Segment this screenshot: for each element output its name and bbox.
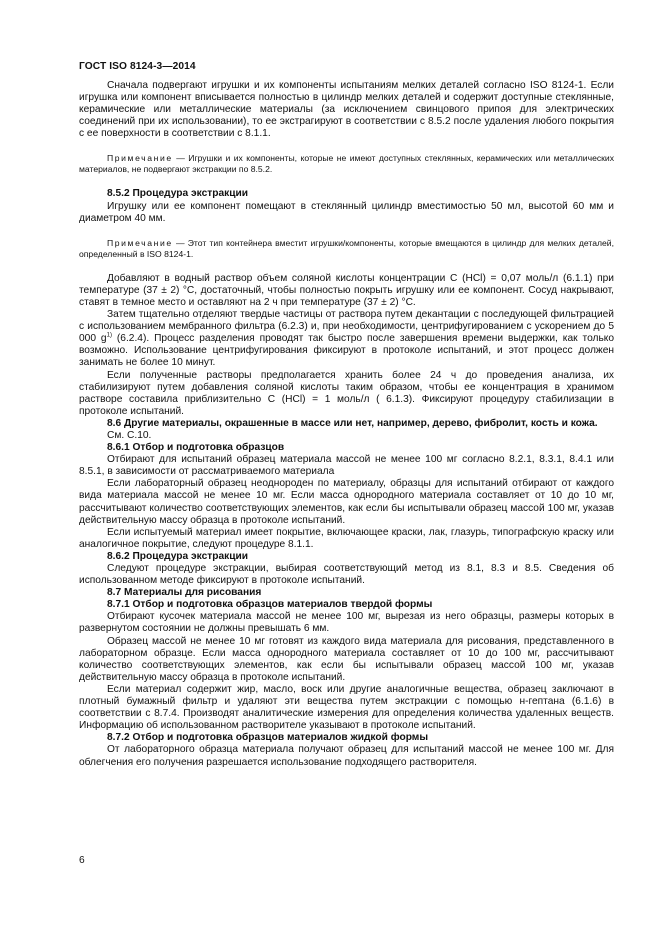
paragraph: Отбирают для испытаний образец материала массой не менее 100 мг согласно 8.2.1, 8.3.1, 8.4.1 или 8.5.1, в зависимости от рассматриваемого материала (79, 454, 614, 478)
paragraph: Если материал содержит жир, масло, воск или другие аналогичные вещества, образец заключают в плотный бумажный фильтр и удаляют эти вещества путем экстракции с помощью н-гептана (6.1.6) в соответствии с 8.7.4. Производят аналитические измерения для определения количества удаленных веществ. Информацию об использованном растворителе указывают в протоколе испытаний. (79, 683, 614, 732)
section-heading: 8.5.2 Процедура экстракции (107, 188, 249, 200)
paragraph: Добавляют в водный раствор объем соляной кислоты концентрации C (HCl) = 0,07 моль/л (6.1.1) при температуре (37 ± 2) °С, достаточный, чтобы полностью покрыть игрушку или ее компонент. Сосуд накрывают, ставят в темное место и оставляют на 2 ч при температуре (37 ± 2) °С. (79, 272, 614, 308)
note-text: — Игрушки и их компоненты, которые не имеют доступных стеклянных, керамических или металлических материалов, не подвергают экстракции по 8.5.2. (79, 153, 615, 175)
page-number: 6 (79, 855, 85, 866)
paragraph: От лабораторного образца материала получают образец для испытаний массой не менее 100 мг. Для облегчения его получения разрешается использование подходящего растворителя. (79, 744, 614, 768)
paragraph: Если испытуемый материал имеет покрытие, включающее краски, лак, глазурь, типографскую краску или аналогичное покрытие, следуют процедуре 8.1.1. (79, 526, 614, 550)
section-heading: 8.7.2 Отбор и подготовка образцов материалов жидкой формы (107, 732, 429, 744)
section-heading: 8.7.1 Отбор и подготовка образцов материалов твердой формы (107, 599, 433, 611)
paragraph: Игрушку или ее компонент помещают в стеклянный цилиндр вместимостью 50 мл, высотой 60 мм и диаметром 40 мм. (79, 200, 614, 224)
document-body (79, 80, 614, 769)
document-header: ГОСТ ISO 8124-3—2014 (79, 61, 196, 72)
paragraph: Если лабораторный образец неоднороден по материалу, образцы для испытаний отбирают от каждого вида материала массой не менее 10 мг. Если масса однородного материала составляет от 10 до 10 мг, рассчитывают количество соответствующих элементов, как если бы испытывали образец массой 100 мг, указав действительную массу образца в протоколе испытаний. (79, 478, 614, 526)
paragraph: Образец массой не менее 10 мг готовят из каждого вида материала для рисования, представленного в лабораторном образце. Если масса однородного материала составляет от 10 до 100 мг, рассчитывают количество соответствующих элементов, как если бы испытывали образец массой 100 мг, указав действительную массу образца в протоколе испытаний. (79, 635, 614, 683)
paragraph (79, 309, 614, 369)
footnote-ref: 1) (106, 332, 112, 339)
paragraph-text: Затем тщательно отделяют твердые частицы от раствора путем декантации с последующей фильтрацией с использованием мембранного фильтра (6.2.3) и, при необходимости, центрифугированием с ускорением до 5 000 g (79, 309, 614, 345)
paragraph-text: (6.2.4). Процесс разделения проводят так быстро после завершения времени выдержки, как только возможно. Использование центрифугирования фиксируют в протоколе испытаний, и этот процесс должен занимать не более 10 минут. (79, 333, 614, 369)
section-heading: 8.7 Материалы для рисования (107, 587, 262, 599)
paragraph: Следуют процедуре экстракции, выбирая соответствующий метод из 8.1, 8.3 и 8.5. Сведения об использованном методе фиксируют в протоколе испытаний. (79, 563, 614, 587)
paragraph: Если полученные растворы предполагается хранить более 24 ч до проведения анализа, их стабилизируют путем добавления соляной кислоты таким образом, чтобы ее концентрация в хранимом растворе составила приблизительно C (HCl) = 1 моль/л ( 6.1.3). Фиксируют процедуру стабилизации в протоколе испытаний. (79, 369, 614, 417)
note (79, 153, 614, 175)
paragraph: Сначала подвергают игрушки и их компоненты испытаниям мелких деталей согласно ISO 8124-1. Если игрушка или компонент вписывается полностью в цилиндр мелких деталей и содержит доступные стеклянные, керамические или металлические материалы (за исключением свинцового припоя для электрических соединений при их использовании), то ее экстрагируют в соответствии с 8.5.2 после удаления любого покрытия с ее поверхности в соответствии с 8.1.1. (79, 80, 614, 140)
note-label: Примечание (107, 153, 173, 164)
section-heading: 8.6.2 Процедура экстракции (107, 550, 249, 562)
section-heading: 8.6 Другие материалы, окрашенные в массе или нет, например, дерево, фибролит, кость и кожа. (107, 417, 598, 429)
paragraph: См. С.10. (107, 429, 152, 441)
note-label: Примечание (107, 237, 173, 248)
note-text: — Этот тип контейнера вместит игрушки/компоненты, которые вмещаются в цилиндр для мелких деталей, определенный в ISO 8124-1. (79, 237, 614, 259)
note (79, 238, 614, 260)
section-heading: 8.6.1 Отбор и подготовка образцов (107, 442, 285, 454)
paragraph: Отбирают кусочек материала массой не менее 100 мг, вырезая из него образцы, размеры которых в развернутом состоянии не должны превышать 6 мм. (79, 611, 614, 635)
